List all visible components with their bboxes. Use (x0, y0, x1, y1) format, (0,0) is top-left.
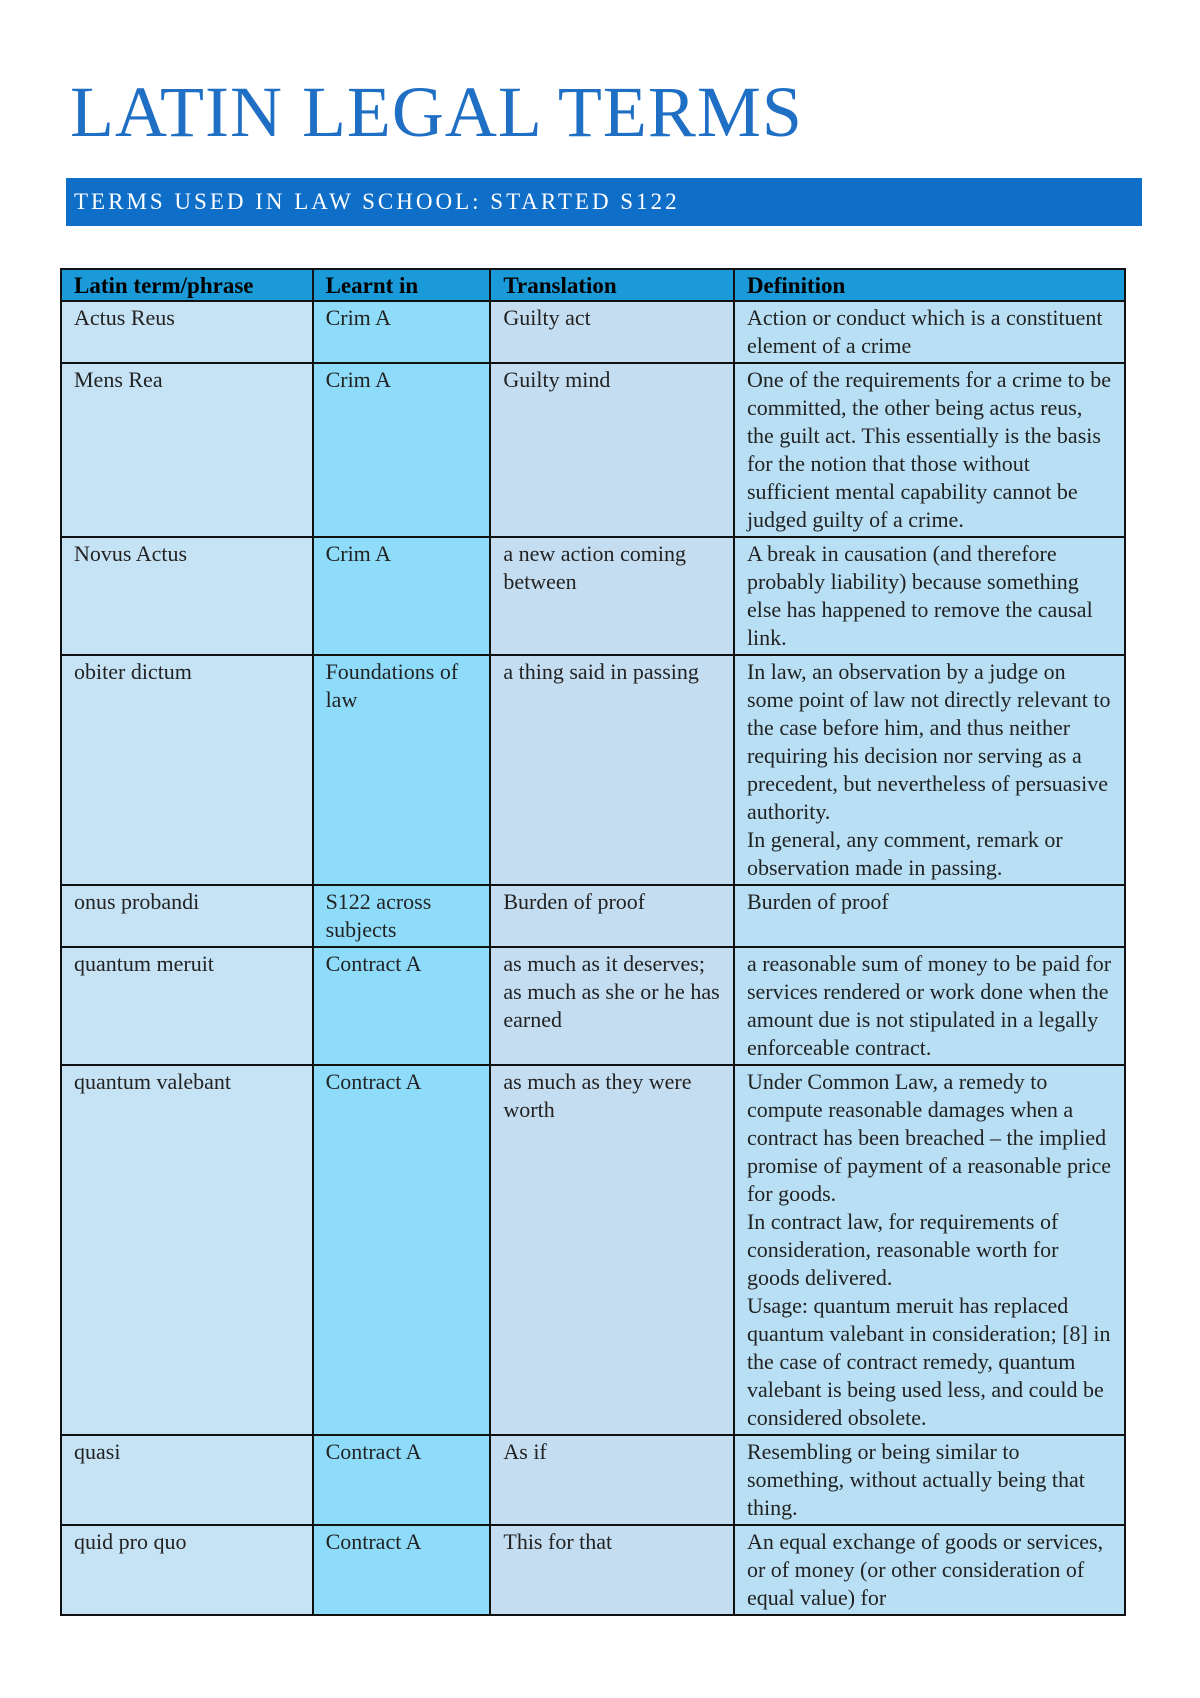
table-row (61, 363, 1125, 537)
learnt-in-cell: S122 across subjects (313, 885, 491, 947)
header-learnt-in: Learnt in (313, 269, 491, 301)
definition-paragraph: Usage: quantum meruit has replaced quantum valebant in consideration; [8] in the case of contract remedy, quantum valebant is being used less, and could be considered obsolete. (746, 1293, 1111, 1430)
learnt-in-cell: Foundations of law (313, 655, 491, 885)
definition-cell (734, 655, 1125, 885)
term-cell: Mens Rea (61, 363, 313, 537)
translation-cell: a new action coming between (490, 537, 734, 655)
translation-cell: a thing said in passing (490, 655, 734, 885)
table-row (61, 1065, 1125, 1435)
definition-cell (734, 537, 1125, 655)
learnt-in-cell: Crim A (313, 363, 491, 537)
term-cell: quid pro quo (61, 1525, 313, 1615)
term-cell: onus probandi (61, 885, 313, 947)
translation-cell: as much as they were worth (490, 1065, 734, 1435)
table-row (61, 1525, 1125, 1615)
table-row (61, 655, 1125, 885)
term-cell: obiter dictum (61, 655, 313, 885)
definition-cell (734, 363, 1125, 537)
header-translation: Translation (490, 269, 734, 301)
definition-paragraph: Under Common Law, a remedy to compute reasonable damages when a contract has been breached – the implied promise of payment of a reasonable price for goods. (746, 1069, 1112, 1206)
term-cell: quasi (61, 1435, 313, 1525)
learnt-in-cell: Crim A (313, 537, 491, 655)
definition-paragraph: Action or conduct which is a constituent element of a crime (746, 305, 1103, 358)
definition-cell (734, 885, 1125, 947)
translation-cell: This for that (490, 1525, 734, 1615)
terms-table-body (61, 301, 1125, 1615)
definition-cell (734, 1435, 1125, 1525)
definition-paragraph: Resembling or being similar to something, without actually being that thing. (746, 1439, 1085, 1520)
translation-cell: Guilty act (490, 301, 734, 363)
term-cell: quantum valebant (61, 1065, 313, 1435)
page-title: LATIN LEGAL TERMS (70, 72, 803, 152)
table-row (61, 301, 1125, 363)
table-row (61, 885, 1125, 947)
definition-paragraph: A break in causation (and therefore probably liability) because something else has happened to remove the causal link. (746, 541, 1093, 650)
learnt-in-cell: Contract A (313, 1525, 491, 1615)
table-row (61, 1435, 1125, 1525)
definition-paragraph: An equal exchange of goods or services, or of money (or other consideration of equal value) for (746, 1529, 1104, 1610)
definition-paragraph: Burden of proof (746, 889, 889, 914)
term-cell: quantum meruit (61, 947, 313, 1065)
learnt-in-cell: Contract A (313, 1435, 491, 1525)
header-latin-term: Latin term/phrase (61, 269, 313, 301)
definition-paragraph: In contract law, for requirements of consideration, reasonable worth for goods delivered. (746, 1209, 1059, 1290)
translation-cell: Burden of proof (490, 885, 734, 947)
definition-paragraph: One of the requirements for a crime to be committed, the other being actus reus, the guilt act. This essentially is the basis for the notion that those without sufficient mental capability cannot be judged guilty of a crime. (746, 367, 1112, 532)
definition-cell (734, 1525, 1125, 1615)
section-banner: TERMS USED IN LAW SCHOOL: STARTED S122 (66, 178, 1142, 226)
definition-paragraph: In general, any comment, remark or observation made in passing. (746, 827, 1063, 880)
translation-cell: As if (490, 1435, 734, 1525)
term-cell: Novus Actus (61, 537, 313, 655)
table-header-row (61, 269, 1125, 301)
table-row (61, 537, 1125, 655)
term-cell: Actus Reus (61, 301, 313, 363)
definition-cell (734, 301, 1125, 363)
definition-cell (734, 947, 1125, 1065)
definition-paragraph: In law, an observation by a judge on some point of law not directly relevant to the case before him, and thus neither requiring his decision nor serving as a precedent, but nevertheless of persuasive authority. (746, 659, 1111, 824)
translation-cell: Guilty mind (490, 363, 734, 537)
definition-cell (734, 1065, 1125, 1435)
terms-table (60, 268, 1126, 1616)
learnt-in-cell: Crim A (313, 301, 491, 363)
definition-paragraph: a reasonable sum of money to be paid for services rendered or work done when the amount due is not stipulated in a legally enforceable contract. (746, 951, 1112, 1060)
learnt-in-cell: Contract A (313, 947, 491, 1065)
header-definition: Definition (734, 269, 1125, 301)
table-row (61, 947, 1125, 1065)
translation-cell: as much as it deserves; as much as she or he has earned (490, 947, 734, 1065)
learnt-in-cell: Contract A (313, 1065, 491, 1435)
